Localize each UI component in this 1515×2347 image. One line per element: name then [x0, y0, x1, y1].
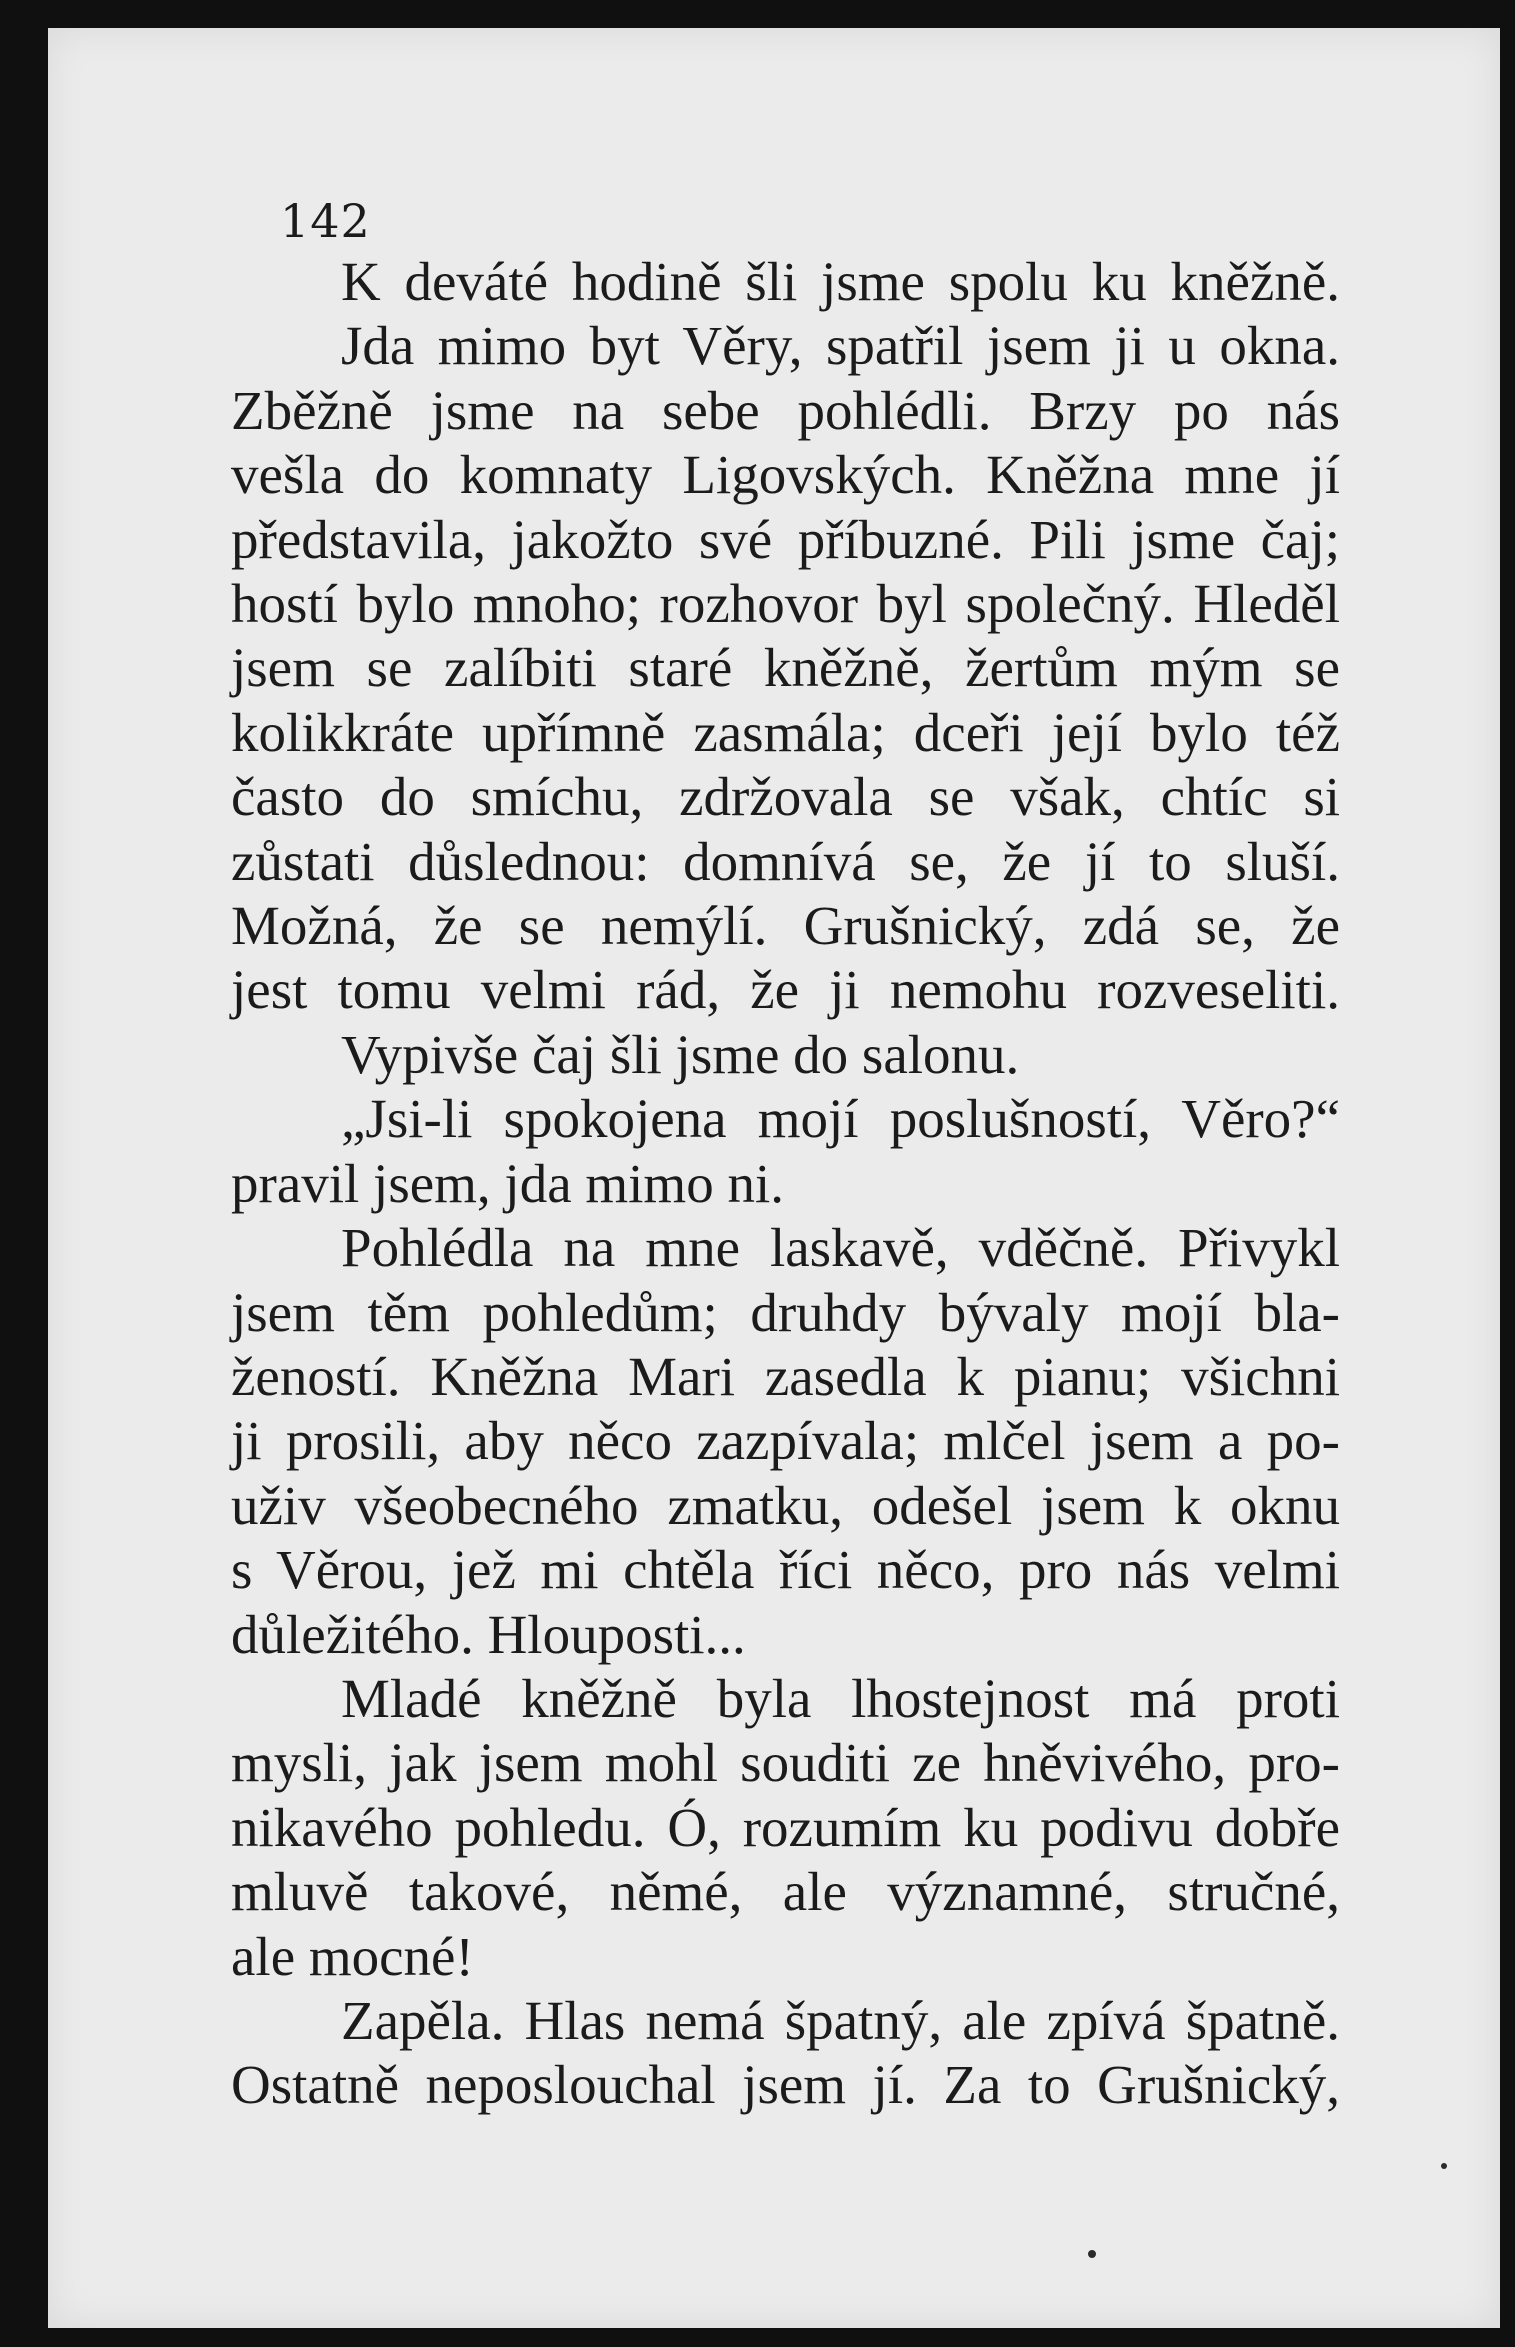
- text-line: představila, jakožto své příbuzné. Pili jsme čaj;: [231, 508, 1340, 570]
- text-line: Jda mimo byt Věry, spatřil jsem ji u okna.: [341, 315, 1340, 377]
- text-line: Pohlédla na mne laskavě, vděčně. Přivykl: [341, 1217, 1340, 1279]
- text-line: pravil jsem, jda mimo ni.: [231, 1152, 784, 1214]
- text-line: Zapěla. Hlas nemá špatný, ale zpívá špatně.: [341, 1989, 1340, 2051]
- text-line: Mladé kněžně byla lhostejnost má proti: [341, 1667, 1340, 1729]
- text-line: jsem těm pohledům; druhdy bývaly mojí bla-: [231, 1281, 1340, 1343]
- text-line: Ostatně neposlouchal jsem jí. Za to Grušnický,: [231, 2054, 1340, 2116]
- text-line: jest tomu velmi rád, že ji nemohu rozveseliti.: [231, 959, 1340, 1021]
- text-line: s Věrou, jež mi chtěla říci něco, pro nás velmi: [231, 1539, 1340, 1601]
- text-line: žeností. Kněžna Mari zasedla k pianu; všichni: [231, 1345, 1340, 1407]
- text-line: důležitého. Hlouposti...: [231, 1603, 746, 1665]
- text-line: zůstati důslednou: domnívá se, že jí to sluší.: [231, 830, 1340, 892]
- text-line: ale mocné!: [231, 1925, 474, 1987]
- ink-speck: [1088, 2250, 1096, 2258]
- body-text: [231, 250, 1340, 2118]
- text-line: „Jsi-li spokojena mojí poslušností, Věro?“: [341, 1088, 1340, 1150]
- text-line: jsem se zalíbiti staré kněžně, žertům mým se: [231, 637, 1340, 699]
- text-line: mysli, jak jsem mohl souditi ze hněvivého, pro-: [231, 1732, 1340, 1794]
- text-line: ji prosili, aby něco zazpívala; mlčel jsem a po-: [231, 1410, 1340, 1472]
- text-line: hostí bylo mnoho; rozhovor byl společný. Hleděl: [231, 573, 1340, 635]
- page-number: 142: [280, 194, 371, 248]
- text-line: mluvě takové, němé, ale významné, stručné,: [231, 1861, 1340, 1923]
- text-line: K deváté hodině šli jsme spolu ku kněžně.: [341, 251, 1340, 312]
- text-line: Zběžně jsme na sebe pohlédli. Brzy po nás: [231, 379, 1340, 441]
- ink-speck: [1441, 2163, 1447, 2169]
- text-line: kolikkráte upřímně zasmála; dceři její bylo též: [231, 701, 1340, 763]
- text-line: uživ všeobecného zmatku, odešel jsem k oknu: [231, 1474, 1340, 1536]
- text-line: často do smíchu, zdržovala se však, chtíc si: [231, 766, 1340, 828]
- text-line: vešla do komnaty Ligovských. Kněžna mne jí: [231, 444, 1340, 506]
- text-line: Možná, že se nemýlí. Grušnický, zdá se, že: [231, 895, 1340, 957]
- text-line: Vypivše čaj šli jsme do salonu.: [341, 1023, 1020, 1085]
- text-line: nikavého pohledu. Ó, rozumím ku podivu dobře: [231, 1796, 1340, 1858]
